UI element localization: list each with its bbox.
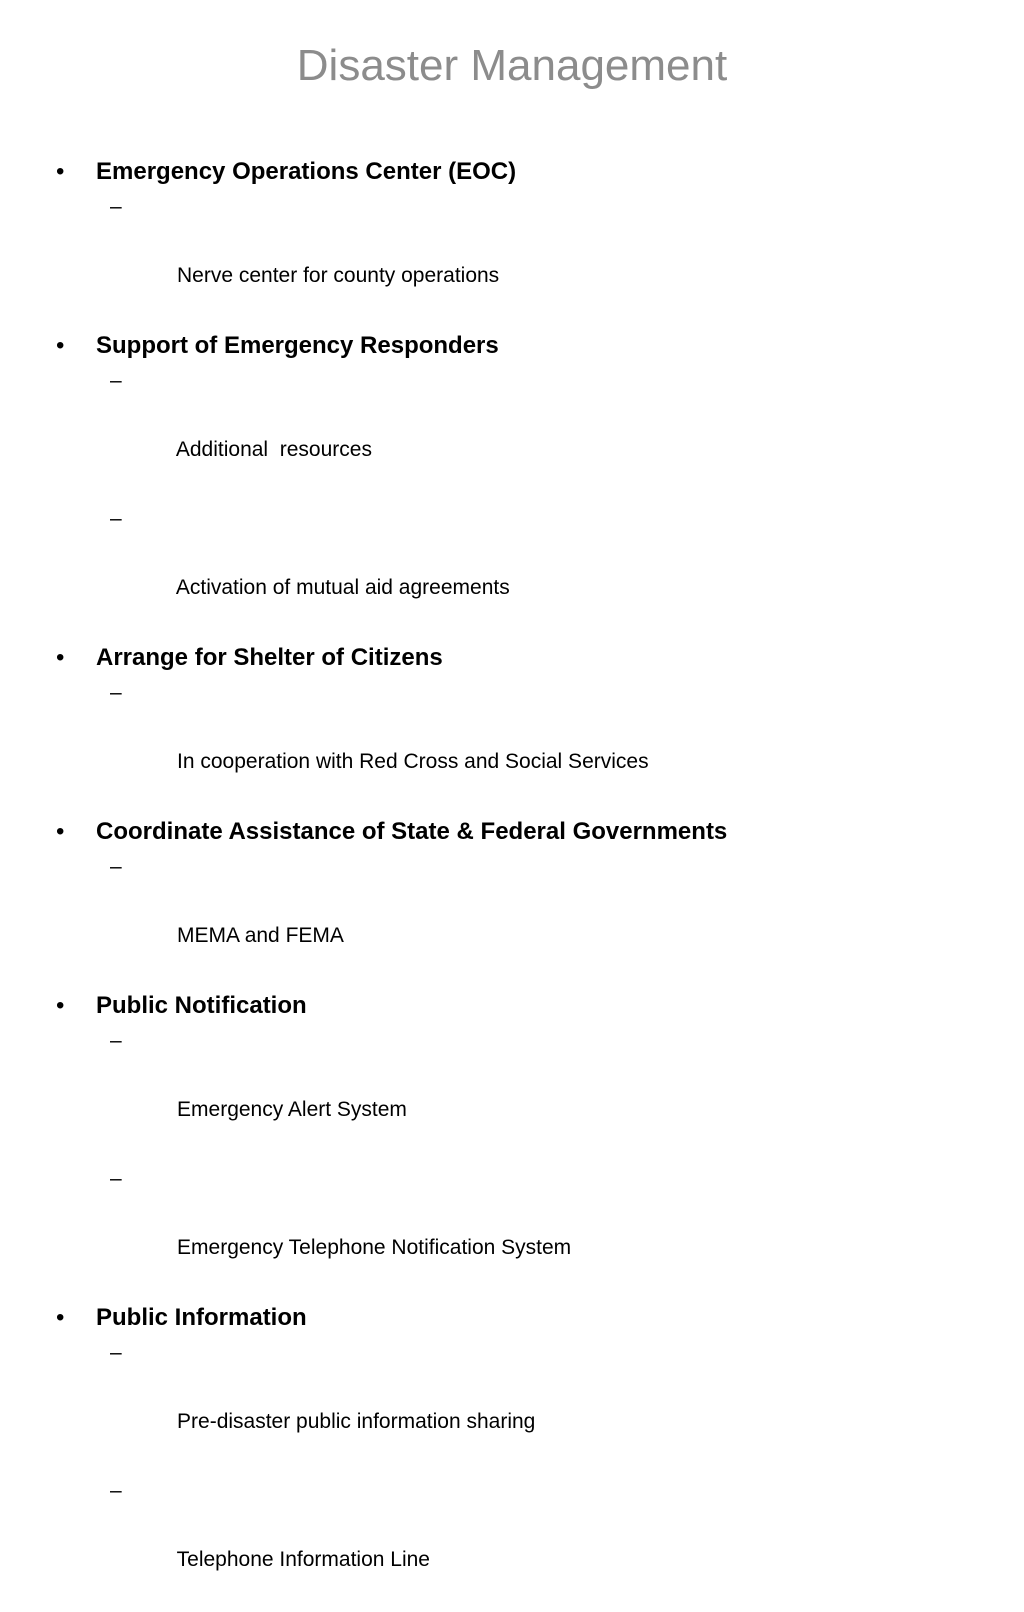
sub-item	[56, 190, 996, 328]
dash-icon: –	[110, 1029, 122, 1052]
bullet-heading: Coordinate Assistance of State & Federal Governments	[96, 818, 728, 845]
sub-item	[56, 1162, 996, 1300]
sub-item	[56, 1336, 996, 1474]
bullet-icon: •	[56, 332, 65, 359]
bullet-item-eoc	[56, 154, 996, 190]
sub-item-text: In cooperation with Red Cross and Social Services	[177, 750, 649, 773]
sub-item-text: Additional resources	[175, 438, 372, 461]
dash-icon: –	[110, 1167, 122, 1190]
bullet-item-information	[56, 1300, 996, 1336]
dash-icon: –	[110, 681, 122, 704]
bullet-heading: Public Notification	[96, 992, 307, 1019]
bullet-heading: Public Information	[96, 1304, 307, 1331]
sub-item	[56, 850, 996, 988]
sub-item-text: Nerve center for county operations	[177, 264, 500, 287]
dash-icon: –	[110, 1479, 122, 1502]
bullet-heading: Emergency Operations Center (EOC)	[96, 158, 517, 185]
bullet-icon: •	[56, 158, 65, 185]
dash-icon: –	[110, 1341, 122, 1364]
bullet-list	[56, 154, 996, 1612]
sub-item	[56, 364, 996, 502]
sub-item-text: MEMA and FEMA	[177, 924, 344, 947]
bullet-icon: •	[56, 818, 65, 845]
dash-icon: –	[110, 507, 122, 530]
bullet-item-shelter	[56, 640, 996, 676]
bullet-icon: •	[56, 992, 65, 1019]
bullet-item-notification	[56, 988, 996, 1024]
dash-icon: –	[110, 195, 122, 218]
bullet-item-responders	[56, 328, 996, 364]
sub-item-text: Emergency Alert System	[177, 1098, 407, 1121]
sub-item	[56, 1024, 996, 1162]
dash-icon: –	[110, 369, 122, 392]
sub-item-text: Activation of mutual aid agreements	[175, 576, 510, 599]
dash-icon: –	[110, 855, 122, 878]
bullet-icon: •	[56, 644, 65, 671]
sub-item-text: Emergency Telephone Notification System	[177, 1236, 572, 1259]
sub-item-text: Pre-disaster public information sharing	[177, 1410, 536, 1433]
sub-item-text: Telephone Information Line	[176, 1548, 430, 1571]
bullet-icon: •	[56, 1304, 65, 1331]
bullet-heading: Arrange for Shelter of Citizens	[96, 644, 443, 671]
bullet-item-assistance	[56, 814, 996, 850]
sub-item	[56, 676, 996, 814]
bullet-heading: Support of Emergency Responders	[96, 332, 499, 359]
sub-item	[56, 502, 996, 640]
sub-item	[56, 1474, 996, 1612]
slide-title: Disaster Management	[296, 41, 728, 90]
